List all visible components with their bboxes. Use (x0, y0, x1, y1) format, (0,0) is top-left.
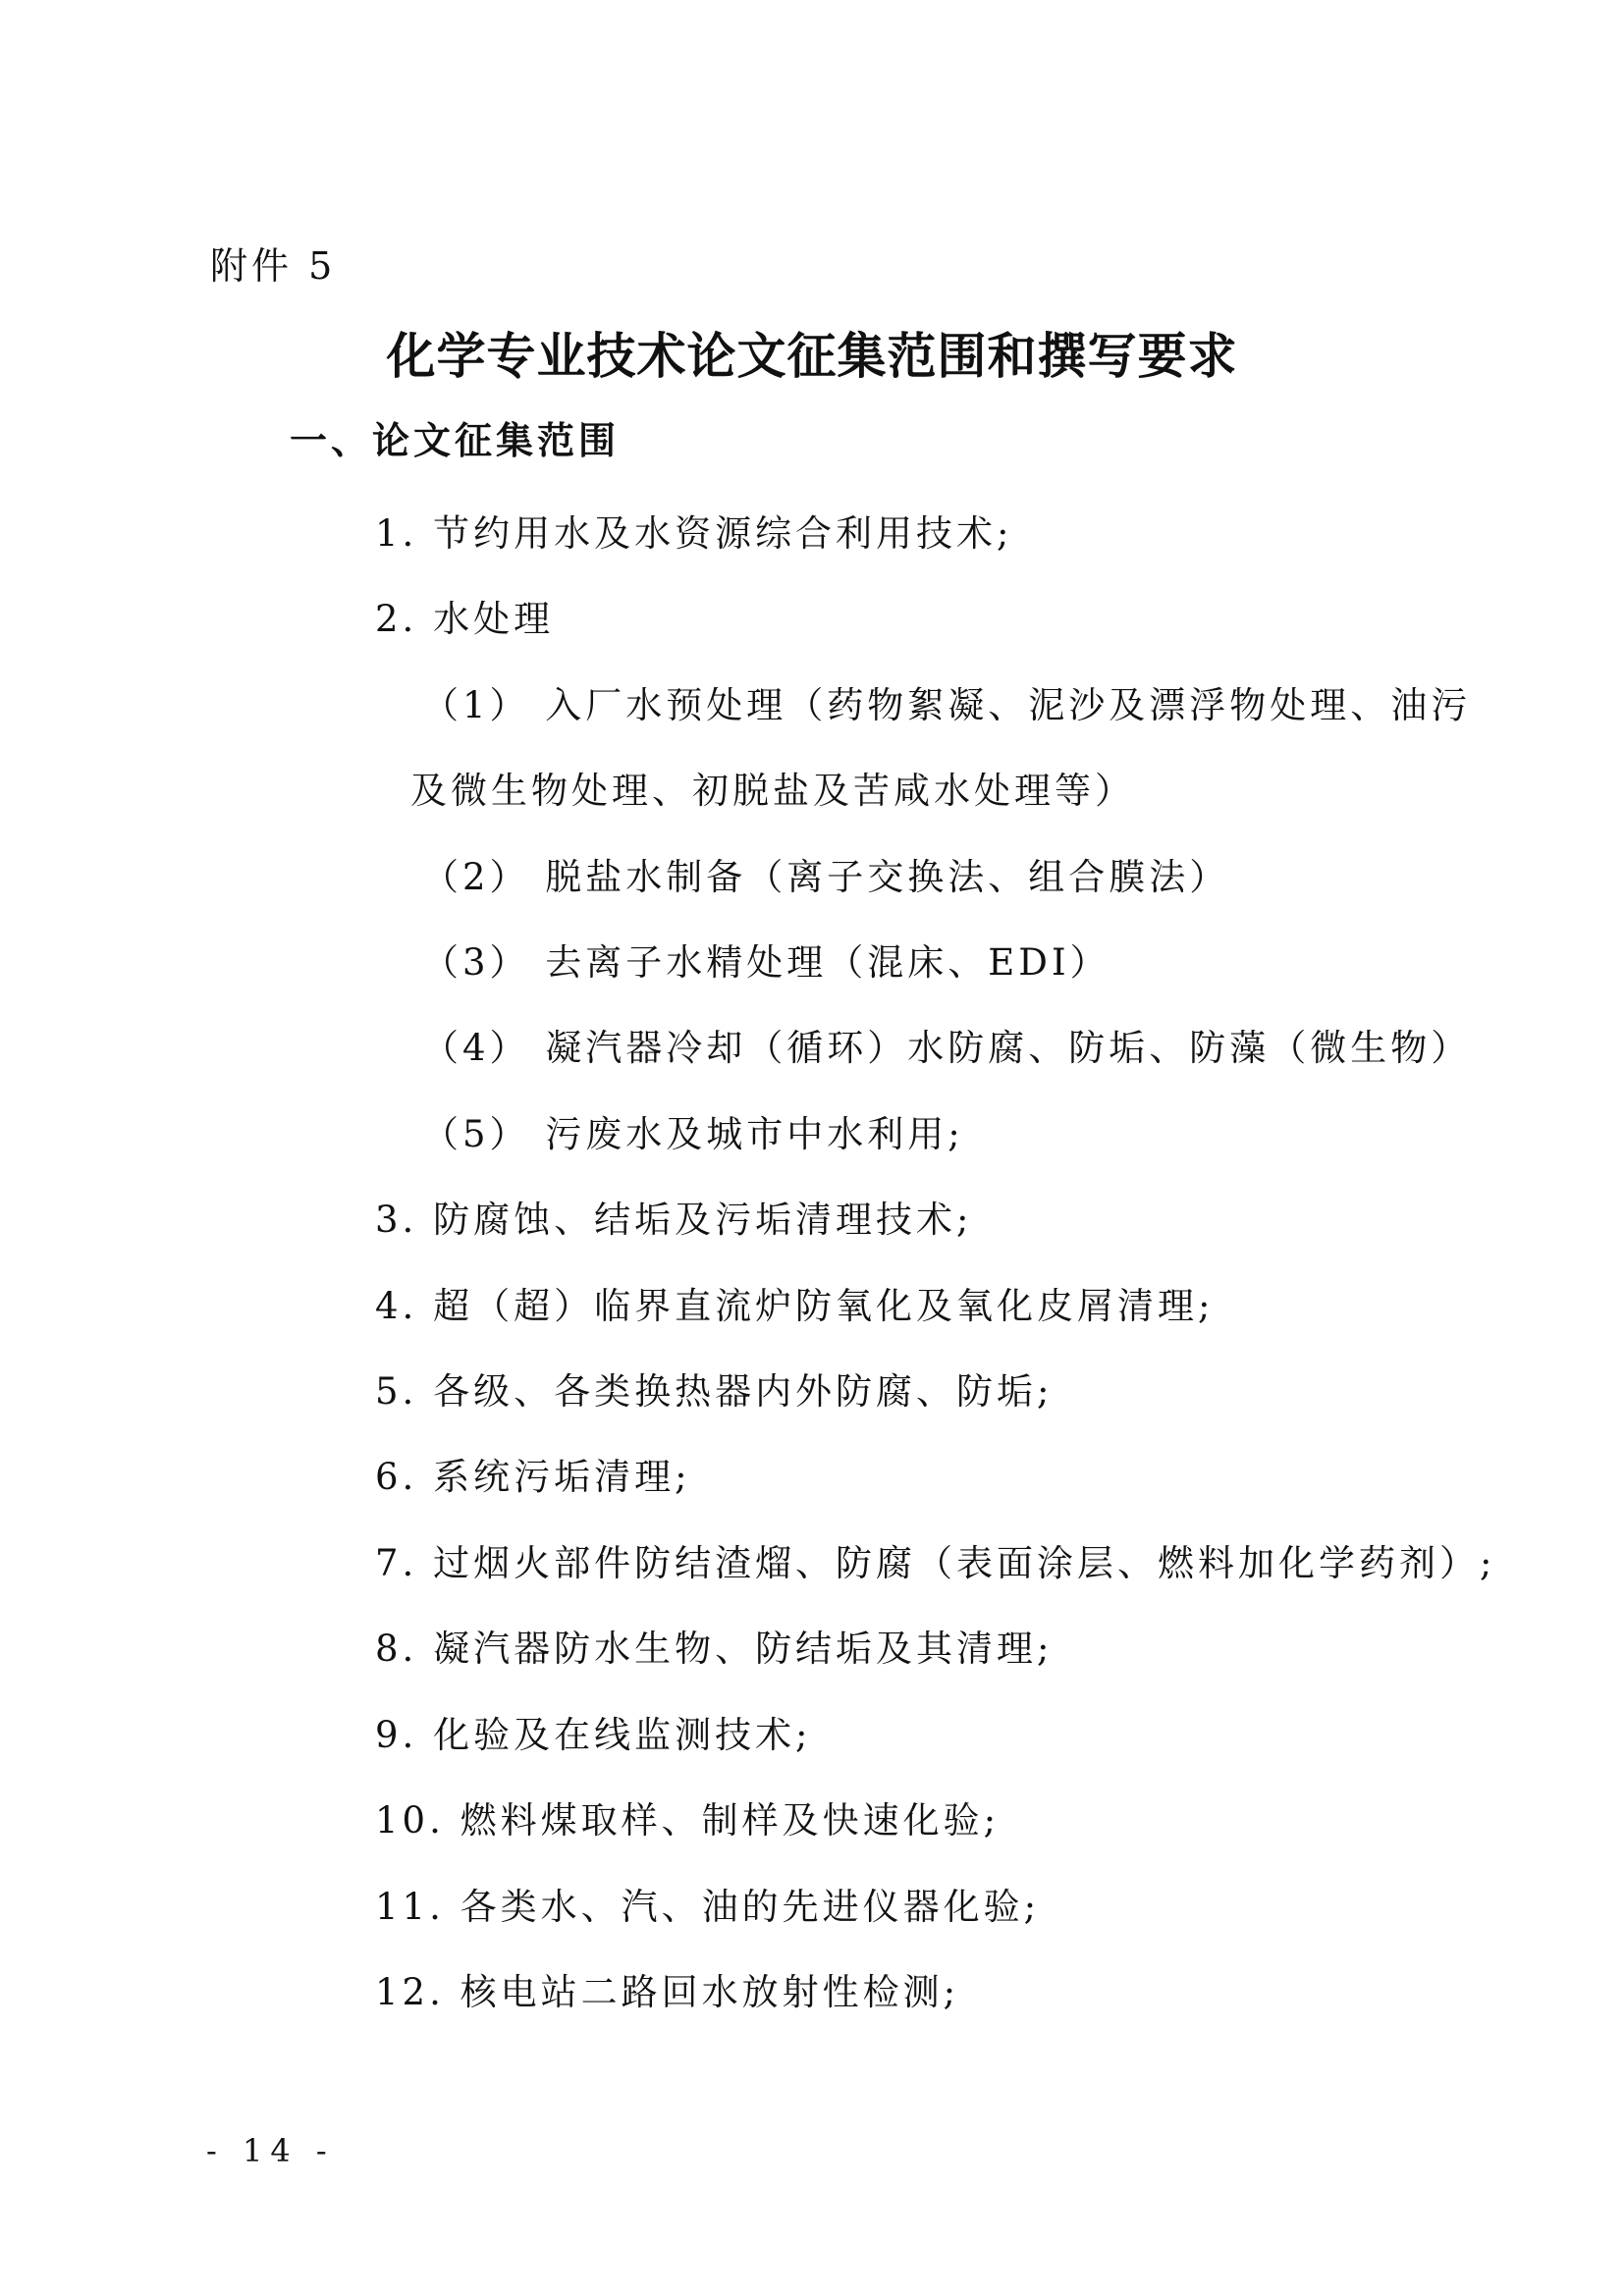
attachment-label: 附件 5 (210, 244, 337, 288)
list-item: 4. 超（超）临界直流炉防氧化及氧化皮屑清理; (375, 1285, 1215, 1327)
sub-list-item-continuation: 及微生物处理、初脱盐及苦咸水处理等） (410, 770, 1135, 812)
section-heading: 一、论文征集范围 (290, 418, 621, 462)
list-item: 7. 过烟火部件防结渣熘、防腐（表面涂层、燃料加化学药剂）; (375, 1542, 1496, 1584)
page-number: - 14 - (206, 2132, 335, 2169)
list-item: 5. 各级、各类换热器内外防腐、防垢; (375, 1370, 1054, 1413)
list-item: 10. 燃料煤取样、制样及快速化验; (375, 1799, 1001, 1842)
list-item: 11. 各类水、汽、油的先进仪器化验; (375, 1886, 1041, 1928)
list-item: 3. 防腐蚀、结垢及污垢清理技术; (375, 1199, 973, 1241)
document-title: 化学专业技术论文征集范围和撰写要求 (386, 327, 1238, 385)
list-item: 6. 系统污垢清理; (375, 1456, 691, 1498)
sub-list-item: （2） 脱盐水制备（离子交换法、组合膜法） (422, 856, 1230, 898)
sub-list-item: （1） 入厂水预处理（药物絮凝、泥沙及漂浮物处理、油污 (422, 684, 1472, 726)
list-item: 9. 化验及在线监测技术; (375, 1714, 812, 1756)
list-item: 2. 水处理 (375, 598, 555, 640)
sub-list-item: （4） 凝汽器冷却（循环）水防腐、防垢、防藻（微生物） (422, 1027, 1472, 1069)
sub-list-item: （3） 去离子水精处理（混床、EDI） (422, 941, 1110, 984)
list-item: 12. 核电站二路回水放射性检测; (375, 1971, 960, 2013)
sub-list-item: （5） 污废水及城市中水利用; (422, 1113, 964, 1155)
list-item: 8. 凝汽器防水生物、防结垢及其清理; (375, 1628, 1054, 1670)
list-item: 1. 节约用水及水资源综合利用技术; (375, 512, 1013, 555)
